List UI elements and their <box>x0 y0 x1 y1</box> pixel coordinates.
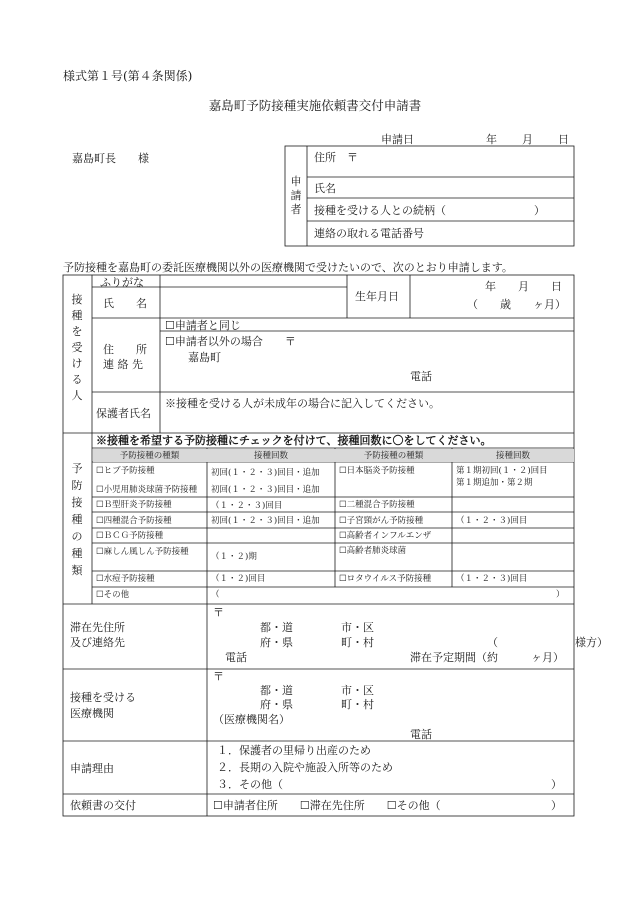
vaccine-checkbox-jencephalitis[interactable]: ☐日本脳炎予防接種 <box>339 466 415 476</box>
date-day: 日 <box>558 133 569 146</box>
vaccine-checkbox-dtap-ipv[interactable]: ☐四種混合予防接種 <box>96 516 172 526</box>
intro-text: 予防接種を嘉島町の委託医療機関以外の医療機関で受けたいので、次のとおり申請します。 <box>63 261 513 274</box>
addressee: 嘉島町長 様 <box>72 152 149 165</box>
header-vaccine-type-2: 予防接種の種類 <box>363 451 424 461</box>
stay-label-2: 及び連絡先 <box>70 636 125 649</box>
count-pneumococcal-child[interactable]: 初回(１・２・３)回目・追加 <box>211 485 320 495</box>
count-varicella[interactable]: （１・２)回目 <box>211 574 266 584</box>
guardian-label: 保護者氏名 <box>96 407 151 420</box>
reason-option-1[interactable]: １．保護者の里帰り出産のため <box>217 744 371 757</box>
address-label: 住 所 <box>103 343 147 356</box>
count-hpv[interactable]: （１・２・３)回目 <box>456 516 528 526</box>
applicant-name-field[interactable]: 氏名 <box>314 182 336 195</box>
vaccine-checkbox-mr[interactable]: ☐麻しん風しん予防接種 <box>96 547 189 557</box>
vaccine-checkbox-bcg[interactable]: ☐ＢＣＧ予防接種 <box>96 531 164 541</box>
delivery-options[interactable]: ☐申請者住所 ☐滞在先住所 ☐その他（ <box>213 799 441 812</box>
vaccine-checkbox-rotavirus[interactable]: ☐ロタウイルス予防接種 <box>339 574 432 584</box>
name-field[interactable] <box>160 288 347 318</box>
contact-label: 連 絡 先 <box>103 358 143 371</box>
stay-pref-1: 都・道 <box>260 621 293 634</box>
recipient-side-label: 接種を受ける人 <box>71 293 83 402</box>
vaccine-checkbox-other[interactable]: ☐その他 <box>96 590 130 600</box>
stay-postal[interactable]: 〒 <box>213 606 224 619</box>
vaccine-checkbox-hib[interactable]: ☐ヒブ予防接種 <box>96 466 155 476</box>
count-mr[interactable]: （１・２)期 <box>211 552 257 562</box>
form-number: 様式第１号(第４条関係) <box>63 69 193 83</box>
vaccine-checkbox-elderly-pneumococcal[interactable]: ☐高齢者肺炎球菌 <box>339 546 407 556</box>
reason-close: ） <box>551 778 562 791</box>
stay-city-1: 市・区 <box>341 621 374 634</box>
count-hepatitis-b[interactable]: （１・２・３)回目 <box>211 501 283 511</box>
town-name: 嘉島町 <box>188 351 221 364</box>
count-jencephalitis-1[interactable]: 第１期初回(１・２)回目 <box>456 466 548 476</box>
same-as-applicant-checkbox[interactable]: ☐申請者と同じ <box>165 319 241 332</box>
reason-option-3[interactable]: ３．その他（ <box>217 778 283 791</box>
vaccine-instruction: ※接種を希望する予防接種にチェックを付けて、接種回数に〇をしてください。 <box>96 434 492 447</box>
furigana-field[interactable] <box>160 276 347 287</box>
header-count-2: 接種回数 <box>495 451 530 461</box>
birth-date-field[interactable]: 年 月 日 <box>485 280 562 293</box>
count-rotavirus[interactable]: （１・２・３)回目 <box>456 574 528 584</box>
clinic-label-2: 医療機関 <box>70 707 114 720</box>
vaccine-checkbox-hpv[interactable]: ☐子宮頸がん予防接種 <box>339 516 424 526</box>
vaccine-side-label: 予防接種の種類 <box>71 462 83 577</box>
vaccine-checkbox-elderly-flu[interactable]: ☐高齢者インフルエンザ <box>339 531 432 541</box>
vaccine-checkbox-hepatitis-b[interactable]: ☐Ｂ型肝炎予防接種 <box>96 500 172 510</box>
stay-phone[interactable]: 電話 <box>225 651 247 664</box>
date-label: 申請日 <box>381 133 414 146</box>
applicant-phone-field[interactable]: 連絡の取れる電話番号 <box>314 227 424 240</box>
stay-care-of[interactable]: （ 様方） <box>487 636 608 649</box>
recipient-phone-label: 電話 <box>410 370 432 383</box>
vaccine-other-close: ） <box>556 590 565 600</box>
vaccine-checkbox-varicella[interactable]: ☐水痘予防接種 <box>96 574 155 584</box>
clinic-pref-2: 府・県 <box>260 698 293 711</box>
vaccine-other-open[interactable]: （ <box>211 590 220 600</box>
clinic-name[interactable]: （医療機関名） <box>213 713 290 726</box>
stay-pref-2: 府・県 <box>260 636 293 649</box>
reason-label: 申請理由 <box>70 762 114 775</box>
applicant-side-label: 申請者 <box>290 175 302 216</box>
clinic-phone[interactable]: 電話 <box>410 728 432 741</box>
clinic-postal[interactable]: 〒 <box>213 670 224 683</box>
count-dtap-ipv[interactable]: 初回(１・２・３)回目・追加 <box>211 516 320 526</box>
other-than-applicant-checkbox[interactable]: ☐申請者以外の場合 〒 <box>165 335 296 348</box>
vaccine-checkbox-pneumococcal-child[interactable]: ☐小児用肺炎球菌予防接種 <box>96 485 198 495</box>
vaccine-checkbox-dt[interactable]: ☐二種混合予防接種 <box>339 500 415 510</box>
clinic-city-1: 市・区 <box>341 684 374 697</box>
date-month: 月 <box>522 133 533 146</box>
reason-option-2[interactable]: ２．長期の入院や施設入所等のため <box>217 761 393 774</box>
count-hib[interactable]: 初回(１・２・３)回目・追加 <box>211 468 320 478</box>
count-jencephalitis-2[interactable]: 第１期追加・第２期 <box>456 478 533 488</box>
delivery-close: ） <box>551 799 562 812</box>
clinic-label-1: 接種を受ける <box>70 691 136 704</box>
applicant-relation-field[interactable]: 接種を受ける人との続柄（ ） <box>314 204 545 217</box>
guardian-note: ※接種を受ける人が未成年の場合に記入してください。 <box>165 397 440 410</box>
delivery-label: 依頼書の交付 <box>70 799 136 812</box>
header-vaccine-type-1: 予防接種の種類 <box>119 451 180 461</box>
header-count-1: 接種回数 <box>253 451 288 461</box>
birth-label: 生年月日 <box>355 290 399 303</box>
age-field[interactable]: （ 歳 ヶ月） <box>467 298 566 311</box>
clinic-city-2: 町・村 <box>341 698 374 711</box>
clinic-pref-1: 都・道 <box>260 684 293 697</box>
stay-period[interactable]: 滞在予定期間（約 ヶ月） <box>410 651 564 664</box>
applicant-address-field[interactable]: 住所 〒 <box>314 151 358 164</box>
furigana-label: ふりがな <box>100 276 144 289</box>
date-year: 年 <box>486 133 497 146</box>
stay-label-1: 滞在先住所 <box>70 621 125 634</box>
page-title: 嘉島町予防接種実施依頼書交付申請書 <box>208 98 422 113</box>
name-label: 氏 名 <box>103 297 147 310</box>
stay-city-2: 町・村 <box>341 636 374 649</box>
